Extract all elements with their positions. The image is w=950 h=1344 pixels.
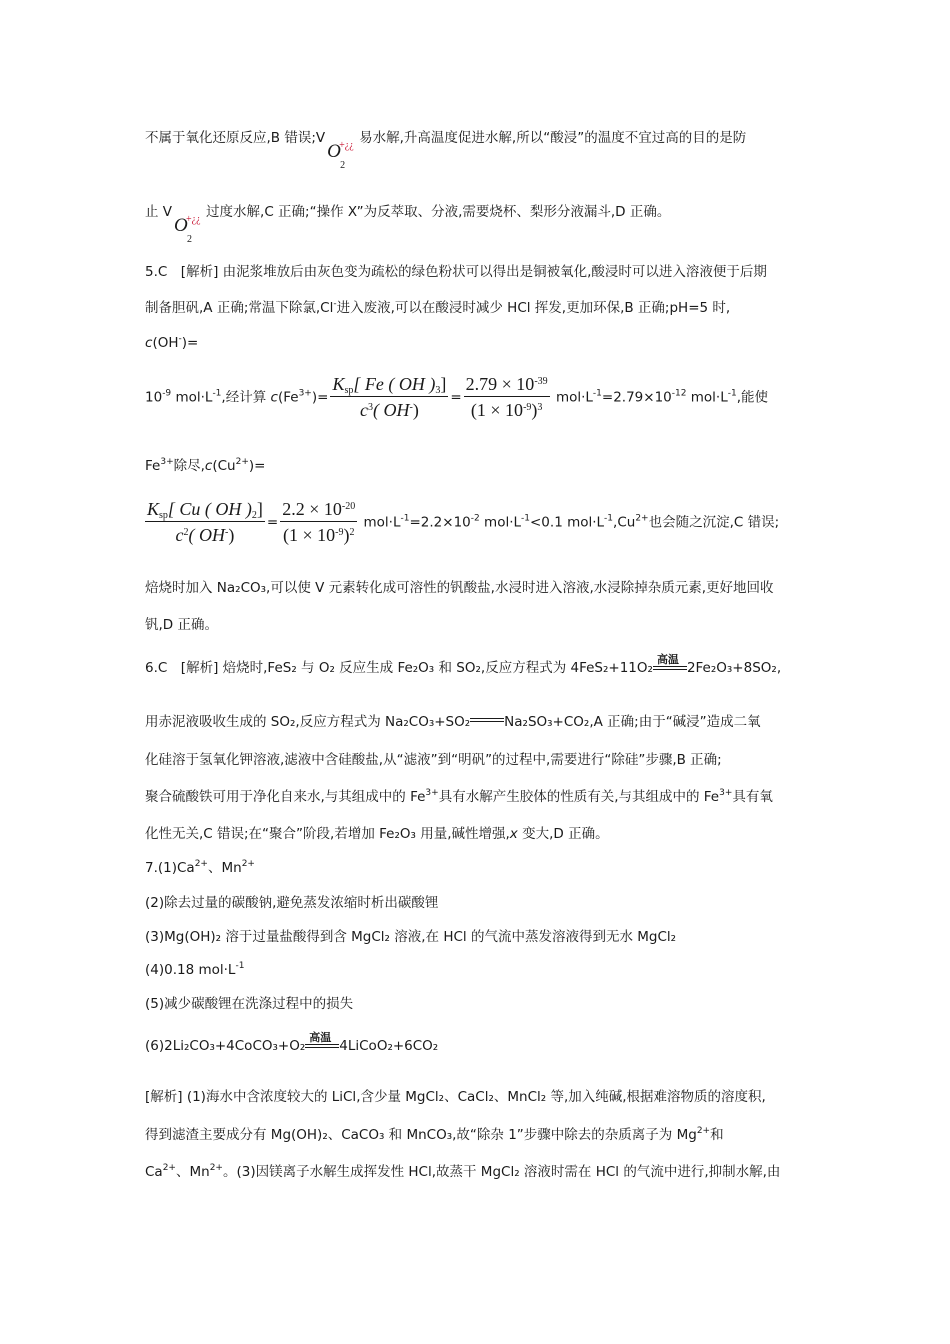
text-run: mol·L (171, 389, 213, 406)
formula-text: ] (440, 374, 447, 394)
superscript: -1 (235, 961, 245, 971)
superscript: -2 (470, 513, 480, 524)
text-run: 也会随之沉淀,C 错误; (648, 514, 780, 531)
superscript: 3+ (425, 788, 439, 798)
k-symbol: K (332, 374, 345, 394)
superscript: - (409, 402, 413, 413)
text-run: 焙烧时加入 Na₂CO₃,可以使 V 元素转化成可溶性的钒酸盐,水浸时进入溶液,水浸除掉杂质元素,更好地回收 (145, 580, 774, 596)
text-run: )= (181, 335, 199, 351)
c-symbol: c (359, 400, 368, 420)
superscript: 2+ (241, 859, 255, 869)
text-run: (Cu (212, 458, 236, 474)
text-run: mol·L (551, 389, 593, 406)
formula-text: ) (228, 525, 235, 545)
superscript: -39 (534, 376, 548, 387)
superscript: -9 (523, 402, 532, 413)
text-run: 具有水解产生胶体的性质有关,与其组成中的 Fe (438, 789, 720, 805)
cu-formula-line (145, 497, 779, 548)
superscript: -1 (592, 388, 602, 399)
q7-line (145, 1162, 780, 1182)
text-run: 5.C [解析] 由泥浆堆放后由灰色变为疏松的绿色粉状可以得出是铜被氧化,酸浸时可以进入溶液便于后期 (145, 264, 767, 280)
text-line (145, 128, 747, 171)
text-run: mol·L (479, 514, 522, 531)
superscript: 2+ (235, 457, 249, 467)
formula-text: (1 × 10 (282, 525, 336, 545)
text-run: 止 V (145, 204, 173, 220)
q5-line (145, 615, 218, 635)
superscript: 3+ (719, 788, 733, 798)
equals-bar (653, 666, 687, 670)
text-run: =2.79×10 (601, 389, 672, 406)
text-run: mol·L (686, 389, 728, 406)
formula-text: 2.2 × 10 (282, 499, 342, 519)
superscript: 2 (349, 527, 355, 538)
condition-label: 高温 (656, 653, 679, 666)
q5-line (145, 333, 198, 353)
formula-text: ( OH (372, 400, 410, 420)
superscript: -9 (162, 388, 172, 399)
text-run: (6)2Li₂CO₃+4CoCO₃+O₂ (145, 1038, 306, 1054)
fraction-numerator (145, 497, 265, 522)
q5-line (145, 262, 767, 282)
subscript: sp (159, 510, 168, 521)
text-run: 除尽, (173, 458, 205, 474)
text-run: )= (311, 389, 329, 406)
q6-line (145, 787, 773, 807)
text-run: ,Cu (613, 514, 636, 531)
high-temp-condition-arrow (305, 1031, 339, 1050)
text-run: (3)Mg(OH)₂ 溶于过量盐酸得到含 MgCl₂ 溶液,在 HCl 的气流中蒸发溶液得到无水 MgCl₂ (145, 929, 677, 945)
c-symbol: c (175, 525, 184, 545)
equals-sign: = (450, 389, 462, 406)
ion-charge: +¿¿ (339, 140, 354, 151)
text-line (145, 202, 671, 245)
o-subscript: 2 (187, 234, 193, 245)
q7-line (145, 893, 438, 913)
q7-line (145, 1087, 766, 1107)
superscript: 3 (537, 402, 543, 413)
text-run: ,能使 (736, 389, 769, 406)
text-run: 具有氧 (732, 789, 773, 805)
k-symbol: K (147, 499, 160, 519)
q5-line (145, 456, 265, 476)
formula-text: [ Cu ( OH ) (167, 499, 252, 519)
subscript: 2 (251, 510, 257, 521)
text-run: 不属于氧化还原反应,B 错误;V (145, 130, 326, 146)
ion-charge: +¿¿ (186, 214, 201, 225)
fraction-numerator (280, 497, 357, 522)
formula-text: 2.79 × 10 (465, 374, 535, 394)
fraction-denominator (280, 522, 357, 548)
formula-text: [ Fe ( OH ) (353, 374, 436, 394)
c-symbol: c (270, 389, 278, 406)
text-run: 2Fe₂O₃+8SO₂, (686, 660, 782, 676)
superscript: - (225, 527, 229, 538)
text-run: <0.1 mol·L (530, 514, 605, 531)
text-run: 4LiCoO₂+6CO₂ (339, 1038, 439, 1054)
text-run: 化性无关,C 错误;在“聚合”阶段,若增加 Fe₂O₃ 用量,碱性增强, (145, 826, 510, 842)
text-run: 钒,D 正确。 (145, 617, 218, 633)
text-run: 进入废液,可以在酸浸时减少 HCl 挥发,更加环保,B 正确;pH=5 时, (336, 300, 731, 316)
text-run: 和 (710, 1127, 724, 1143)
superscript: -1 (400, 513, 410, 524)
text-run: (2)除去过量的碳酸钠,避免蒸发浓缩时析出碳酸锂 (145, 895, 439, 911)
o-subscript: 2 (340, 160, 346, 171)
equals-bar (470, 718, 504, 722)
text-run: (OH (152, 335, 179, 351)
text-run: 过度水解,C 正确;“操作 X”为反萃取、分液,需要烧杯、梨形分液漏斗,D 正确。 (206, 204, 671, 220)
condition-label: 高温 (309, 1031, 332, 1044)
equals-sign: = (266, 514, 279, 531)
text-run: 、Mn (175, 1164, 210, 1180)
q7-line (145, 927, 676, 947)
c-symbol: c (145, 335, 153, 351)
fraction-numerator (464, 372, 550, 397)
superscript: 3 (367, 402, 373, 413)
text-run: =2.2×10 (409, 514, 471, 531)
o-letter: O (174, 215, 188, 236)
vo2-ion-symbol (172, 210, 206, 245)
equals-bar (305, 1044, 339, 1048)
text-run: 易水解,升高温度促进水解,所以“酸浸”的温度不宜过高的目的是防 (359, 130, 747, 146)
superscript: 3+ (160, 457, 174, 467)
ksp-fe-fraction (330, 372, 448, 423)
text-run: 得到滤渣主要成分有 Mg(OH)₂、CaCO₃ 和 MnCO₃,故“除杂 1”步骤中除去的杂质离子为 Mg (145, 1127, 697, 1143)
vo2-ion-symbol (325, 136, 359, 171)
formula-text: ) (412, 400, 419, 420)
text-run: (4)0.18 mol·L (145, 962, 236, 978)
formula-text: ) (343, 525, 350, 545)
text-run: (5)减少碳酸锂在洗涤过程中的损失 (145, 996, 354, 1012)
superscript: -1 (521, 513, 530, 524)
superscript: -12 (671, 388, 687, 399)
q7-line (145, 960, 244, 980)
x-symbol: x (509, 826, 518, 842)
text-run: (Fe (277, 389, 299, 406)
superscript: -1 (604, 513, 614, 524)
fraction-numerator (330, 372, 448, 397)
text-run: 制备胆矾,A 正确;常温下除氯,Cl (145, 300, 334, 316)
text-run: Na₂SO₃+CO₂,A 正确;由于“碱浸”造成二氧 (504, 714, 761, 730)
text-run: mol·L (359, 514, 401, 531)
reaction-equals-bar (470, 712, 504, 726)
formula-text: (1 × 10 (470, 400, 524, 420)
fraction-denominator (464, 397, 550, 423)
text-run: 10 (145, 389, 163, 406)
superscript: -1 (727, 388, 737, 399)
text-run: 、Mn (207, 860, 242, 876)
high-temp-condition-arrow (653, 653, 687, 672)
text-run: 变大,D 正确。 (517, 826, 609, 842)
formula-text: ( OH (188, 525, 226, 545)
formula-text: ) (531, 400, 538, 420)
text-run: 聚合硫酸铁可用于净化自来水,与其组成中的 Fe (145, 789, 426, 805)
superscript: 2+ (194, 859, 208, 869)
text-run: ,经计算 (221, 389, 271, 406)
superscript: -9 (335, 527, 344, 538)
q5-line (145, 578, 774, 598)
text-run: Ca (145, 1164, 163, 1180)
cu-value-fraction (280, 497, 357, 548)
superscript: 2+ (209, 1163, 223, 1173)
fe-value-fraction (464, 372, 550, 423)
q7-line (145, 858, 255, 878)
q6-line (145, 653, 782, 678)
superscript: - (178, 334, 182, 344)
text-run: 6.C [解析] 焙烧时,FeS₂ 与 O₂ 反应生成 Fe₂O₃ 和 SO₂,反应方程式为 4FeS₂+11O₂ (145, 660, 653, 676)
text-run: 。(3)因镁离子水解生成挥发性 HCl,故蒸干 MgCl₂ 溶液时需在 HCl 的气流中进行,抑制水解,由 (222, 1164, 781, 1180)
superscript: 2+ (635, 513, 649, 524)
q6-line (145, 750, 722, 770)
superscript: 2 (183, 527, 189, 538)
text-run: [解析] (1)海水中含浓度较大的 LiCl,含少量 MgCl₂、CaCl₂、MnCl₂ 等,加入纯碱,根据难溶物质的溶度积, (145, 1089, 766, 1105)
q5-line (145, 298, 730, 318)
subscript: sp (344, 385, 354, 396)
text-run: 化硅溶于氢氧化钾溶液,滤液中含硅酸盐,从“滤液”到“明矾”的过程中,需要进行“除硅”步骤,B 正确; (145, 752, 722, 768)
q7-line (145, 1125, 724, 1145)
superscript: -1 (212, 388, 222, 399)
c-symbol: c (204, 458, 213, 474)
superscript: 3+ (298, 388, 312, 399)
q6-line (145, 824, 609, 844)
o-letter: O (327, 141, 341, 162)
text-run: 7.(1)Ca (145, 860, 195, 876)
superscript: -20 (341, 501, 356, 512)
text-run: Fe (145, 458, 161, 474)
q7-line (145, 994, 353, 1014)
subscript: 3 (435, 385, 441, 396)
formula-text: ] (256, 499, 263, 519)
superscript: 2+ (162, 1163, 176, 1173)
ksp-cu-fraction (145, 497, 265, 548)
fraction-denominator (145, 522, 265, 548)
superscript: 2+ (696, 1126, 711, 1136)
q7-line (145, 1031, 439, 1056)
superscript: - (333, 299, 337, 309)
q6-line (145, 712, 761, 732)
text-run: )= (248, 458, 266, 474)
fe-formula-line (145, 372, 768, 423)
text-run: 用赤泥液吸收生成的 SO₂,反应方程式为 Na₂CO₃+SO₂ (145, 714, 471, 730)
fraction-denominator (330, 397, 448, 423)
